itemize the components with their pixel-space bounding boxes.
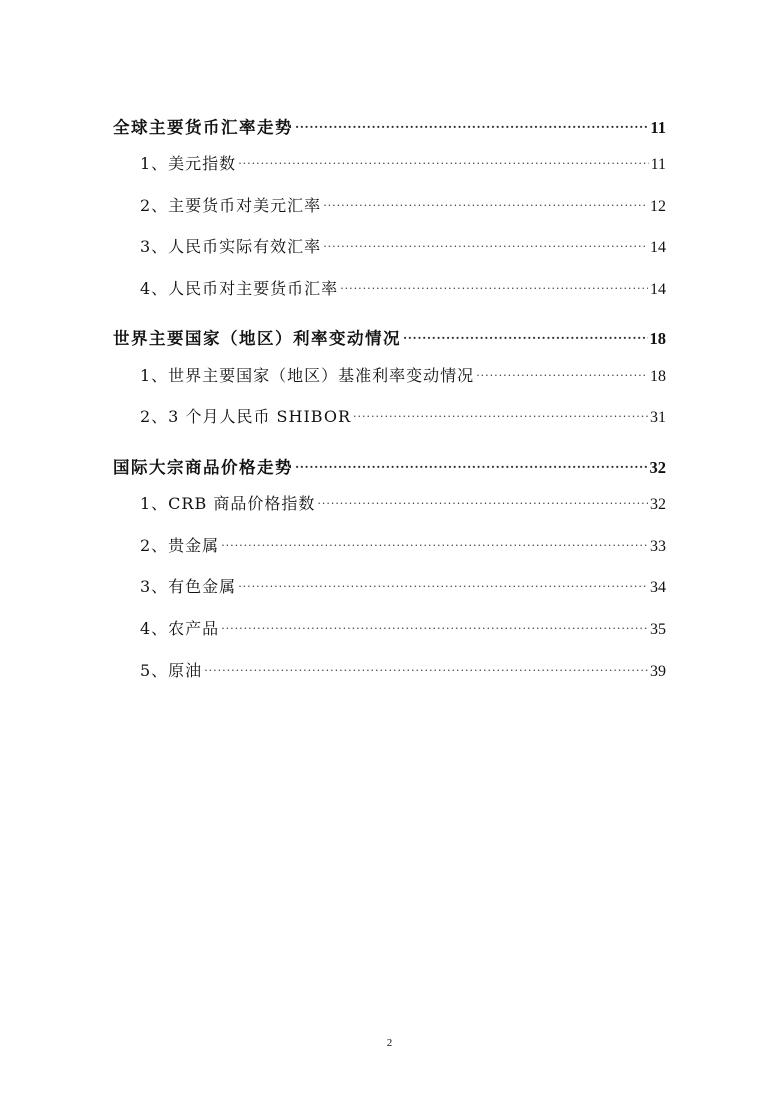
toc-page-number: 11 [650, 156, 666, 173]
toc-item[interactable] [140, 189, 666, 218]
toc-item[interactable] [140, 359, 666, 388]
toc-item[interactable] [140, 529, 666, 558]
toc-item[interactable] [140, 487, 666, 516]
toc-item-title: 4、人民币对主要货币汇率 [140, 279, 339, 298]
toc-section-exchange-rates[interactable] [113, 111, 666, 139]
toc-item[interactable] [140, 272, 666, 301]
toc-leader-dots [317, 487, 648, 509]
toc-item[interactable] [140, 654, 666, 683]
page-footer-number: 2 [386, 1037, 393, 1049]
toc-page-number: 12 [650, 198, 666, 215]
toc-page-number: 35 [650, 621, 666, 638]
toc-page-number: 32 [650, 496, 666, 513]
toc-page-number: 34 [650, 579, 666, 596]
toc-item-title: 1、世界主要国家（地区）基准利率变动情况 [140, 366, 475, 385]
toc-item-title: 2、贵金属 [140, 536, 220, 555]
toc-item-title: 2、主要货币对美元汇率 [140, 196, 322, 215]
toc-page-number: 14 [650, 281, 666, 298]
toc-leader-dots [323, 230, 648, 252]
toc-leader-dots [323, 189, 648, 211]
toc-leader-dots [340, 272, 648, 294]
toc-item-title: 5、原油 [140, 661, 203, 680]
toc-leader-dots [221, 612, 648, 634]
toc-item[interactable] [140, 612, 666, 641]
toc-page-number: 33 [650, 538, 666, 555]
toc-item-title: 2、3 个月人民币 SHIBOR [140, 407, 351, 426]
toc-leader-dots [204, 654, 648, 676]
toc-item[interactable] [140, 147, 666, 176]
toc-section-title: 国际大宗商品价格走势 [113, 458, 293, 477]
toc-section-interest-rates[interactable] [113, 322, 666, 350]
toc-page-number: 31 [650, 409, 666, 426]
toc-item-title: 1、美元指数 [140, 154, 237, 173]
toc-item[interactable] [140, 570, 666, 599]
toc-item-title: 4、农产品 [140, 619, 220, 638]
toc-page-number: 39 [650, 663, 666, 680]
toc-leader-dots [295, 451, 648, 473]
toc-leader-dots [353, 400, 648, 422]
toc-page-number: 18 [649, 329, 666, 348]
toc-section-title: 世界主要国家（地区）利率变动情况 [113, 329, 401, 348]
toc-item[interactable] [140, 230, 666, 259]
toc-page-number: 11 [650, 118, 666, 137]
toc-leader-dots [295, 111, 648, 133]
toc-leader-dots [238, 147, 648, 169]
toc-item-title: 1、CRB 商品价格指数 [140, 494, 316, 513]
toc-leader-dots [476, 359, 648, 381]
toc-page-number: 32 [649, 458, 666, 477]
toc-page-number: 14 [650, 239, 666, 256]
toc-section-commodities[interactable] [113, 451, 666, 479]
toc-section-title: 全球主要货币汇率走势 [113, 118, 293, 137]
toc-page-number: 18 [650, 368, 666, 385]
toc-item-title: 3、有色金属 [140, 577, 237, 596]
toc-leader-dots [238, 570, 648, 592]
toc-leader-dots [221, 529, 648, 551]
toc-leader-dots [403, 322, 648, 344]
toc-item-title: 3、人民币实际有效汇率 [140, 237, 322, 256]
toc-item[interactable] [140, 400, 666, 429]
